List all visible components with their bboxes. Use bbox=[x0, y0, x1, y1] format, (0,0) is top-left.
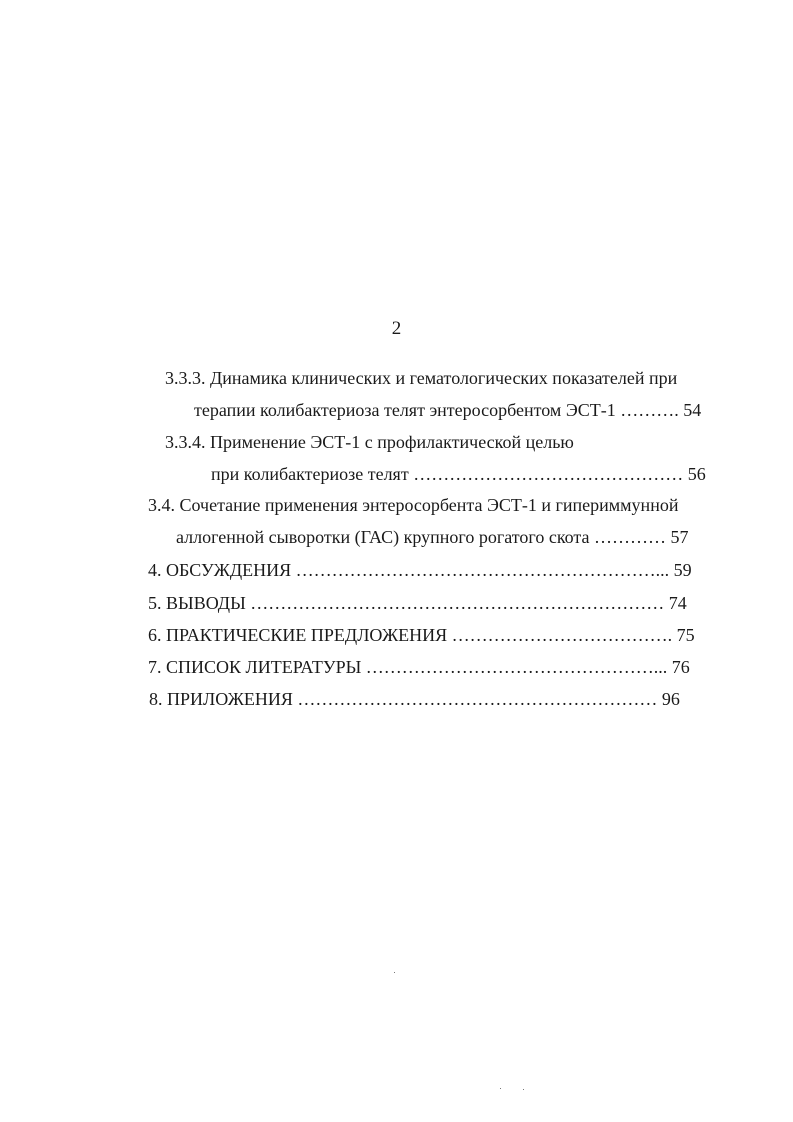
toc-entry-3-3-3-line-1: 3.3.3. Динамика клинических и гематологических показателей при bbox=[165, 368, 678, 388]
toc-entry-3-3-4-line-2: при колибактериозе телят ……………………………………… 56 bbox=[211, 464, 706, 484]
toc-entry-6: 6. ПРАКТИЧЕСКИЕ ПРЕДЛОЖЕНИЯ ………………………………. 75 bbox=[148, 625, 695, 645]
scan-speck bbox=[500, 1088, 501, 1089]
toc-entry-3-3-3-line-2: терапии колибактериоза телят энтеросорбентом ЭСТ-1 ………. 54 bbox=[194, 400, 702, 420]
toc-entry-3-3-4-line-1: 3.3.4. Применение ЭСТ-1 с профилактической целью bbox=[165, 432, 574, 452]
scan-speck bbox=[394, 972, 395, 973]
toc-entry-4: 4. ОБСУЖДЕНИЯ ……………………………………………………... 59 bbox=[148, 560, 692, 580]
toc-entry-7: 7. СПИСОК ЛИТЕРАТУРЫ …………………………………………... 76 bbox=[148, 657, 690, 677]
scan-speck bbox=[523, 1089, 524, 1090]
toc-entry-5: 5. ВЫВОДЫ …………………………………………………………… 74 bbox=[148, 593, 687, 613]
toc-entry-3-4-line-2: аллогенной сыворотки (ГАС) крупного рогатого скота ………… 57 bbox=[176, 527, 689, 547]
toc-entry-8: 8. ПРИЛОЖЕНИЯ …………………………………………………… 96 bbox=[149, 689, 680, 709]
toc-entry-3-4-line-1: 3.4. Сочетание применения энтеросорбента ЭСТ-1 и гипериммунной bbox=[148, 495, 679, 515]
page-number: 2 bbox=[391, 318, 402, 339]
